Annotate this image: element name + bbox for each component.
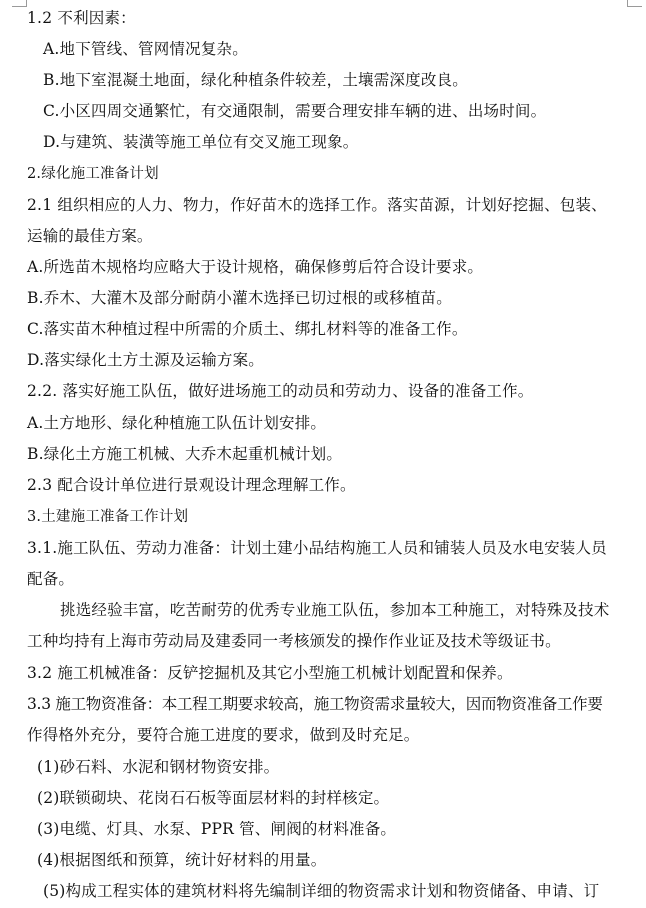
section-heading-1-2: 1.2 不利因素：	[27, 9, 136, 27]
paragraph-3-1-detail-line-2: 工种均持有上海市劳动局及建委同一考核颁发的操作作业证及技术等级证书。	[27, 632, 561, 650]
paragraph-3-3-line-1: 3.3 施工物资准备：本工程工期要求较高，施工物资需求量较大，因而物资准备工作要	[27, 695, 603, 713]
paragraph-2-1-line-1: 2.1 组织相应的人力、物力，作好苗木的选择工作。落实苗源，计划好挖掘、包装、	[27, 196, 607, 214]
list-item-2-2-a: A.土方地形、绿化种植施工队伍计划安排。	[27, 414, 327, 432]
list-item-2-1-b: B.乔木、大灌木及部分耐荫小灌木选择已切过根的或移植苗。	[27, 289, 452, 307]
paragraph-3-1-line-2: 配备。	[27, 570, 75, 588]
list-item-1-2-d: D.与建筑、装潢等施工单位有交叉施工现象。	[43, 133, 359, 151]
list-item-1-2-b: B.地下室混凝土地面，绿化种植条件较差，土壤需深度改良。	[43, 71, 468, 89]
list-item-1-2-c: C.小区四周交通繁忙，有交通限制，需要合理安排车辆的进、出场时间。	[43, 102, 547, 120]
page-corner-mark-right	[627, 0, 642, 7]
numbered-item-3: (3)电缆、灯具、水泵、PPR 管、闸阀的材料准备。	[37, 820, 397, 838]
section-heading-3: 3.土建施工准备工作计划	[27, 509, 189, 525]
list-item-2-1-c: C.落实苗木种植过程中所需的介质土、绑扎材料等的准备工作。	[27, 320, 468, 338]
numbered-item-5: (5)构成工程实体的建筑材料将先编制详细的物资需求计划和物资储备、申请、订	[43, 882, 600, 900]
numbered-item-2: (2)联锁砌块、花岗石石板等面层材料的封样核定。	[37, 789, 390, 807]
section-heading-2: 2.绿化施工准备计划	[27, 166, 159, 182]
list-item-2-1-d: D.落实绿化土方土源及运输方案。	[27, 351, 265, 369]
list-item-2-2-b: B.绿化土方施工机械、大乔木起重机械计划。	[27, 445, 343, 463]
paragraph-2-1-line-2: 运输的最佳方案。	[27, 227, 153, 245]
paragraph-3-2: 3.2 施工机械准备：反铲挖掘机及其它小型施工机械计划配置和保养。	[27, 664, 513, 682]
paragraph-2-2: 2.2. 落实好施工队伍，做好进场施工的动员和劳动力、设备的准备工作。	[27, 382, 534, 400]
paragraph-3-3-line-2: 作得格外充分，要符合施工进度的要求，做到及时充足。	[27, 726, 420, 744]
page-corner-mark-left	[12, 0, 27, 7]
numbered-item-1: (1)砂石料、水泥和钢材物资安排。	[37, 758, 280, 776]
list-item-1-2-a: A.地下管线、管网情况复杂。	[43, 40, 248, 58]
list-item-2-1-a: A.所选苗木规格均应略大于设计规格，确保修剪后符合设计要求。	[27, 258, 484, 276]
paragraph-2-3: 2.3 配合设计单位进行景观设计理念理解工作。	[27, 476, 356, 494]
numbered-item-4: (4)根据图纸和预算，统计好材料的用量。	[37, 851, 327, 869]
paragraph-3-1-detail-line-1: 挑选经验丰富，吃苦耐劳的优秀专业施工队伍，参加本工种施工，对特殊及技术	[60, 601, 610, 619]
paragraph-3-1-line-1: 3.1.施工队伍、劳动力准备：计划土建小品结构施工人员和铺装人员及水电安装人员	[27, 539, 607, 557]
